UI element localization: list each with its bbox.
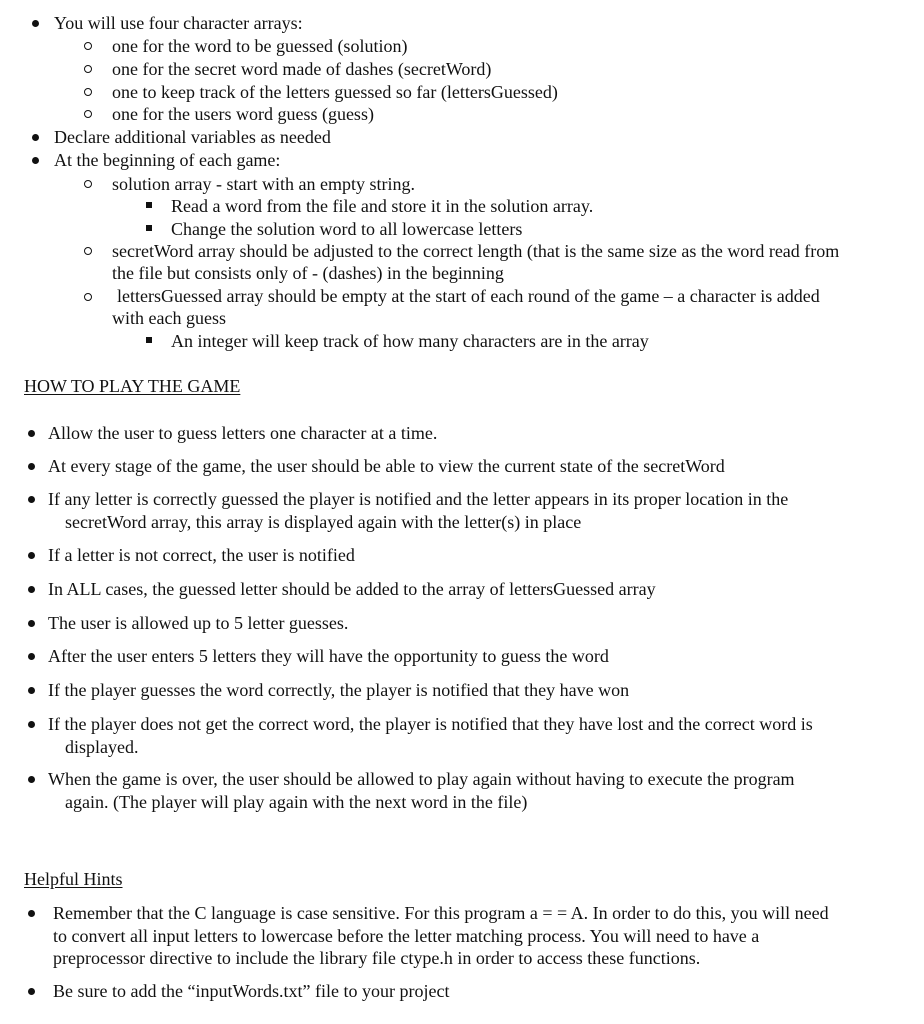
bullet-icon xyxy=(28,687,35,694)
hint-item-cont: to convert all input letters to lowercase before the letter matching process. You will need to have a xyxy=(53,926,760,946)
howto-item: After the user enters 5 letters they will have the opportunity to guess the word xyxy=(48,646,609,666)
beginning-text: At the beginning of each game: xyxy=(54,150,281,170)
hint-item-cont: preprocessor directive to include the library file ctype.h in order to access these functions. xyxy=(53,948,701,968)
lettersguessed-text-line1: lettersGuessed array should be empty at the start of each round of the game – a character is added xyxy=(117,286,820,306)
howto-item: In ALL cases, the guessed letter should be added to the array of lettersGuessed array xyxy=(48,579,656,599)
square-bullet-icon xyxy=(146,225,152,231)
circle-bullet-icon xyxy=(84,88,92,96)
bullet-icon xyxy=(28,988,35,995)
solution-sub-read: Read a word from the file and store it in the solution array. xyxy=(171,196,594,216)
intro-text: You will use four character arrays: xyxy=(54,13,303,33)
solution-array-text: solution array - start with an empty string. xyxy=(112,174,415,194)
howto-item-cont: displayed. xyxy=(65,737,139,757)
howto-item-cont: secretWord array, this array is displayed again with the letter(s) in place xyxy=(65,512,582,532)
array-item-solution: one for the word to be guessed (solution) xyxy=(112,36,408,56)
circle-bullet-icon xyxy=(84,247,92,255)
howto-item: If any letter is correctly guessed the player is notified and the letter appears in its proper location in the xyxy=(48,489,789,509)
array-item-lettersguessed: one to keep track of the letters guessed so far (lettersGuessed) xyxy=(112,82,558,102)
declare-text: Declare additional variables as needed xyxy=(54,127,331,147)
array-item-guess: one for the users word guess (guess) xyxy=(112,104,374,124)
circle-bullet-icon xyxy=(84,42,92,50)
howto-item: If a letter is not correct, the user is notified xyxy=(48,545,355,565)
bullet-icon xyxy=(28,430,35,437)
circle-bullet-icon xyxy=(84,65,92,73)
circle-bullet-icon xyxy=(84,180,92,188)
bullet-icon xyxy=(28,910,35,917)
lettersguessed-text-line2: with each guess xyxy=(112,308,226,328)
hints-heading: Helpful Hints xyxy=(24,869,123,889)
secretword-text-line1: secretWord array should be adjusted to the correct length (that is the same size as the word read from xyxy=(112,241,840,261)
square-bullet-icon xyxy=(146,202,152,208)
bullet-icon xyxy=(28,620,35,627)
circle-bullet-icon xyxy=(84,110,92,118)
array-item-secretword: one for the secret word made of dashes (secretWord) xyxy=(112,59,492,79)
howto-item: If the player guesses the word correctly, the player is notified that they have won xyxy=(48,680,630,700)
bullet-icon xyxy=(28,496,35,503)
circle-bullet-icon xyxy=(84,293,92,301)
solution-sub-lowercase: Change the solution word to all lowercase letters xyxy=(171,219,523,239)
bullet-icon xyxy=(28,552,35,559)
howto-item-cont: again. (The player will play again with the next word in the file) xyxy=(65,792,528,812)
bullet-icon xyxy=(32,20,39,27)
bullet-icon xyxy=(28,463,35,470)
bullet-icon xyxy=(28,586,35,593)
bullet-icon xyxy=(28,653,35,660)
hint-item: Be sure to add the “inputWords.txt” file to your project xyxy=(53,981,450,1001)
bullet-icon xyxy=(28,721,35,728)
bullet-icon xyxy=(32,157,39,164)
bullet-icon xyxy=(32,134,39,141)
howto-item: Allow the user to guess letters one character at a time. xyxy=(48,423,438,443)
square-bullet-icon xyxy=(146,337,152,343)
bullet-icon xyxy=(28,776,35,783)
howto-item: When the game is over, the user should be allowed to play again without having to execute the program xyxy=(48,769,795,789)
howto-item: At every stage of the game, the user should be able to view the current state of the secretWord xyxy=(48,456,725,476)
lettersguessed-sub-integer: An integer will keep track of how many characters are in the array xyxy=(171,331,649,351)
hint-item: Remember that the C language is case sensitive. For this program a = = A. In order to do this, you will need xyxy=(53,903,829,923)
howto-item: If the player does not get the correct word, the player is notified that they have lost and the correct word is xyxy=(48,714,813,734)
howto-item: The user is allowed up to 5 letter guesses. xyxy=(48,613,349,633)
secretword-text-line2: the file but consists only of - (dashes) in the beginning xyxy=(112,263,504,283)
howto-heading: HOW TO PLAY THE GAME xyxy=(24,376,241,396)
